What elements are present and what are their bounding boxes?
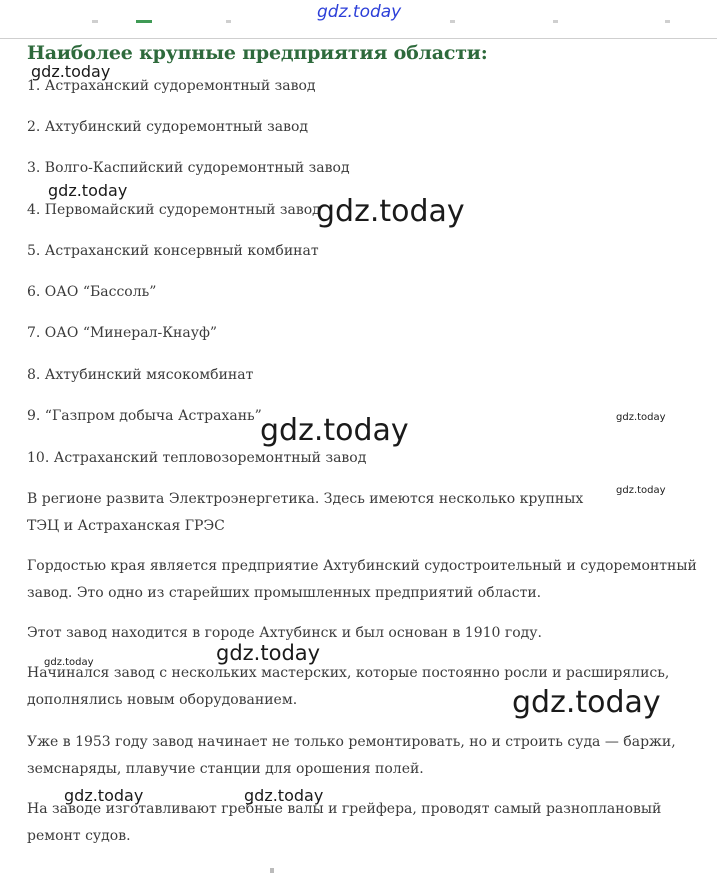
- nav-marker: [450, 20, 455, 23]
- list-item: 10. Астраханский тепловозоремонтный завод: [27, 450, 367, 466]
- nav-marker-active: [136, 20, 152, 23]
- watermark: gdz.today: [616, 485, 666, 496]
- watermark: gdz.today: [216, 641, 321, 665]
- watermark: gdz.today: [616, 412, 666, 423]
- watermark: gdz.today: [44, 657, 94, 668]
- watermark: gdz.today: [48, 181, 128, 200]
- watermark: gdz.today: [244, 786, 324, 805]
- list-item: 5. Астраханский консервный комбинат: [27, 243, 319, 259]
- nav-marker: [226, 20, 231, 23]
- watermark: gdz.today: [317, 2, 402, 22]
- list-item: 3. Волго-Каспийский судоремонтный завод: [27, 160, 350, 176]
- nav-marker: [665, 20, 670, 23]
- list-item: 1. Астраханский судоремонтный завод: [27, 78, 316, 94]
- list-item: 4. Первомайский судоремонтный завод: [27, 202, 321, 218]
- list-item: 8. Ахтубинский мясокомбинат: [27, 367, 254, 383]
- watermark: gdz.today: [316, 194, 465, 229]
- list-item: 7. ОАО “Минерал-Кнауф”: [27, 325, 218, 341]
- watermark: gdz.today: [31, 62, 111, 81]
- paragraph: Начинался завод с нескольких мастерских, которые постоянно росли и расширялись, дополнялись новым оборудованием.: [27, 665, 670, 708]
- page-heading: Наиболее крупные предприятия области:: [27, 42, 488, 64]
- paragraph: На заводе изготавливают гребные валы и грейфера, проводят самый разноплановый ремонт судов.: [27, 801, 662, 844]
- watermark: gdz.today: [64, 786, 144, 805]
- nav-marker: [553, 20, 558, 23]
- watermark: gdz.today: [512, 685, 661, 720]
- paragraph: Гордостью края является предприятие Ахтубинский судостроительный и судоремонтный завод. Это одно из старейших промышленных предприятий области.: [27, 558, 697, 601]
- scroll-remnant: [270, 868, 274, 873]
- watermark: gdz.today: [260, 413, 409, 448]
- paragraph: В регионе развита Электроэнергетика. Здесь имеются несколько крупных ТЭЦ и Астраханская ГРЭС: [27, 491, 584, 534]
- nav-marker: [92, 20, 98, 23]
- paragraph: Уже в 1953 году завод начинает не только ремонтировать, но и строить суда — баржи, земснаряды, плавучие станции для орошения полей.: [27, 734, 676, 777]
- list-item: 6. ОАО “Бассоль”: [27, 284, 157, 300]
- list-item: 2. Ахтубинский судоремонтный завод: [27, 119, 309, 135]
- list-item: 9. “Газпром добыча Астрахань”: [27, 408, 262, 424]
- paragraph: Этот завод находится в городе Ахтубинск и был основан в 1910 году.: [27, 625, 542, 641]
